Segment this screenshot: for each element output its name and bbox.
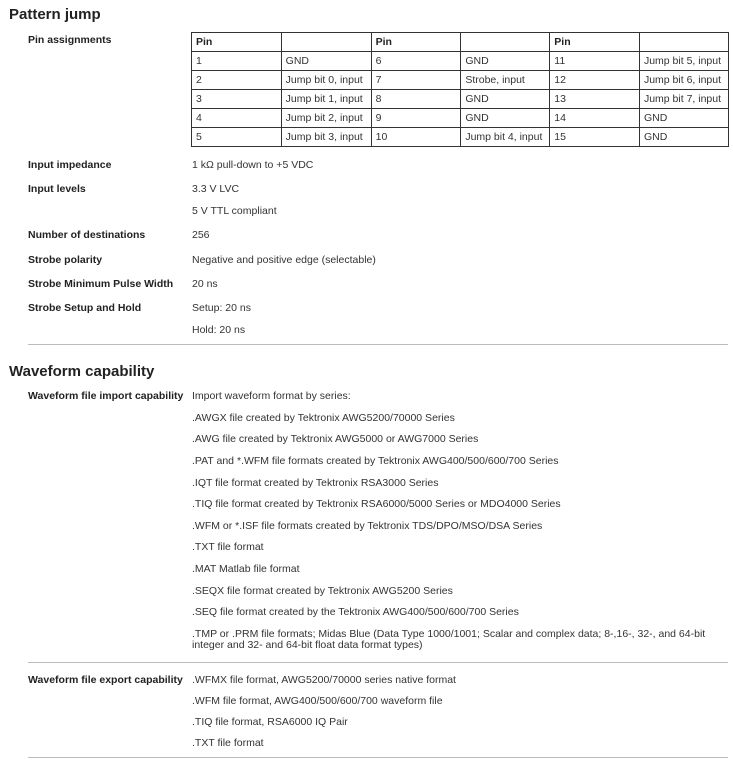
header-blank — [461, 33, 550, 52]
strobe-setup-value: Setup: 20 ns — [192, 302, 251, 314]
pin-function: Jump bit 5, input — [639, 52, 728, 71]
pin-number: 11 — [550, 52, 640, 71]
pin-number: 2 — [192, 71, 282, 90]
pin-number: 7 — [371, 71, 461, 90]
section-divider — [28, 757, 728, 758]
pin-number: 12 — [550, 71, 640, 90]
import-format-item: .TXT file format — [192, 541, 264, 553]
import-format-item: .AWGX file created by Tektronix AWG5200/70000 Series — [192, 412, 455, 424]
header-pin: Pin — [550, 33, 640, 52]
section-divider — [28, 344, 728, 345]
pin-function: Jump bit 4, input — [461, 128, 550, 147]
pin-function: GND — [639, 128, 728, 147]
export-format-item: .WFM file format, AWG400/500/600/700 waveform file — [192, 695, 443, 707]
waveform-export-label: Waveform file export capability — [28, 674, 183, 686]
header-pin: Pin — [371, 33, 461, 52]
number-of-destinations-label: Number of destinations — [28, 229, 146, 241]
import-format-item: Import waveform format by series: — [192, 390, 351, 402]
pin-function: Jump bit 2, input — [281, 109, 371, 128]
import-format-item: .PAT and *.WFM file formats created by Tektronix AWG400/500/600/700 Series — [192, 455, 559, 467]
import-format-item: .TIQ file format created by Tektronix RSA6000/5000 Series or MDO4000 Series — [192, 498, 561, 510]
pin-number: 4 — [192, 109, 282, 128]
pin-number: 13 — [550, 90, 640, 109]
import-format-item: .TMP or .PRM file formats; Midas Blue (Data Type 1000/1001; Scalar and complex data; 8-,16-, 32-, and 64-bit integer and 32- and 64-bit float data format types) — [192, 628, 706, 651]
pin-number: 5 — [192, 128, 282, 147]
strobe-setup-hold-label: Strobe Setup and Hold — [28, 302, 142, 314]
import-format-item: .IQT file format created by Tektronix RSA3000 Series — [192, 477, 439, 489]
pin-function: Jump bit 6, input — [639, 71, 728, 90]
header-pin: Pin — [192, 33, 282, 52]
pin-number: 1 — [192, 52, 282, 71]
input-levels-value: 5 V TTL compliant — [192, 205, 277, 217]
strobe-min-pulse-width-value: 20 ns — [192, 278, 218, 290]
pin-number: 14 — [550, 109, 640, 128]
pin-function: Jump bit 0, input — [281, 71, 371, 90]
strobe-polarity-value: Negative and positive edge (selectable) — [192, 254, 376, 266]
pin-number: 6 — [371, 52, 461, 71]
pin-function: GND — [461, 109, 550, 128]
pin-number: 9 — [371, 109, 461, 128]
pin-function: Strobe, input — [461, 71, 550, 90]
pattern-jump-title: Pattern jump — [9, 6, 101, 23]
input-levels-value: 3.3 V LVC — [192, 183, 240, 195]
pin-function: Jump bit 7, input — [639, 90, 728, 109]
header-blank — [639, 33, 728, 52]
pin-number: 3 — [192, 90, 282, 109]
import-format-item: .SEQ file format created by the Tektronix AWG400/500/600/700 Series — [192, 606, 519, 618]
table-row — [192, 71, 729, 90]
export-format-item: .TIQ file format, RSA6000 IQ Pair — [192, 716, 348, 728]
pin-function: Jump bit 1, input — [281, 90, 371, 109]
pin-number: 8 — [371, 90, 461, 109]
import-format-item: .MAT Matlab file format — [192, 563, 300, 575]
pin-assignments-label: Pin assignments — [28, 34, 112, 46]
table-row — [192, 109, 729, 128]
input-impedance-label: Input impedance — [28, 159, 112, 171]
number-of-destinations-value: 256 — [192, 229, 210, 241]
table-row — [192, 90, 729, 109]
waveform-capability-title: Waveform capability — [9, 363, 155, 380]
table-row — [192, 128, 729, 147]
strobe-min-pulse-width-label: Strobe Minimum Pulse Width — [28, 278, 174, 290]
pin-assignments-table — [191, 32, 729, 147]
pin-number: 15 — [550, 128, 640, 147]
pin-function: Jump bit 3, input — [281, 128, 371, 147]
table-row — [192, 52, 729, 71]
pin-function: GND — [639, 109, 728, 128]
import-format-item: .AWG file created by Tektronix AWG5000 or AWG7000 Series — [192, 433, 479, 445]
waveform-import-label: Waveform file import capability — [28, 390, 184, 402]
export-format-item: .WFMX file format, AWG5200/70000 series native format — [192, 674, 456, 686]
pin-function: GND — [461, 52, 550, 71]
strobe-hold-value: Hold: 20 ns — [192, 324, 246, 336]
export-format-item: .TXT file format — [192, 737, 264, 749]
input-impedance-value: 1 kΩ pull-down to +5 VDC — [192, 159, 314, 171]
row-divider — [28, 662, 728, 663]
strobe-polarity-label: Strobe polarity — [28, 254, 103, 266]
pin-function: GND — [281, 52, 371, 71]
input-levels-label: Input levels — [28, 183, 86, 195]
pin-number: 10 — [371, 128, 461, 147]
import-format-item: .SEQX file format created by Tektronix AWG5200 Series — [192, 585, 453, 597]
import-format-item: .WFM or *.ISF file formats created by Tektronix TDS/DPO/MSO/DSA Series — [192, 520, 543, 532]
header-blank — [281, 33, 371, 52]
pin-function: GND — [461, 90, 550, 109]
table-header-row — [192, 33, 729, 52]
